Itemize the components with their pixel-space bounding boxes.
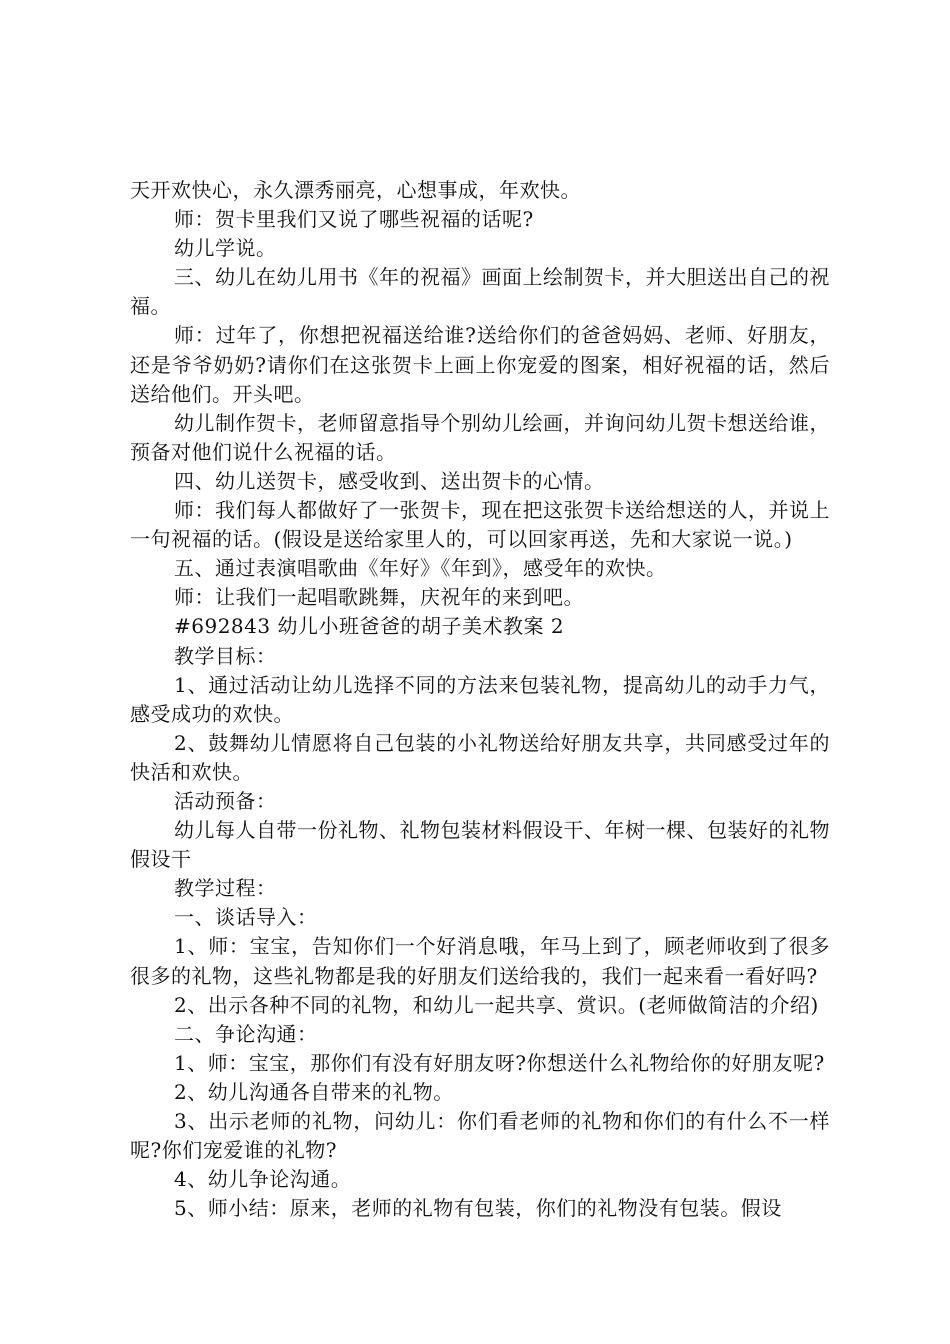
heading: 一、谈话导入：: [174, 905, 318, 930]
paragraph: 1、师：宝宝，那你们有没有好朋友呀?你想送什么礼物给你的好朋友呢?: [174, 1050, 825, 1075]
paragraph: 师：让我们一起唱歌跳舞，庆祝年的来到吧。: [174, 585, 584, 610]
paragraph: 2、幼儿沟通各自带来的礼物。: [174, 1079, 454, 1104]
heading: 活动预备：: [174, 788, 277, 813]
paragraph: 幼儿学说。: [174, 236, 277, 261]
paragraph: 三、幼儿在幼儿用书《年的祝福》画面上绘制贺卡，并大胆送出自己的祝福。: [130, 265, 830, 319]
document-body: [130, 176, 830, 1223]
heading: 教学目标：: [174, 643, 277, 668]
paragraph: 4、幼儿争论沟通。: [174, 1167, 352, 1192]
section-title: #692843 幼儿小班爸爸的胡子美术教案 2: [174, 614, 565, 639]
paragraph: 2、鼓舞幼儿情愿将自己包装的小礼物送给好朋友共享，共同感受过年的快活和欢快。: [130, 730, 830, 784]
paragraph: 四、幼儿送贺卡，感受收到、送出贺卡的心情。: [174, 468, 605, 493]
paragraph: 1、通过活动让幼儿选择不同的方法来包装礼物，提高幼儿的动手力气，感受成功的欢快。: [130, 672, 830, 726]
paragraph: 幼儿每人自带一份礼物、礼物包装材料假设干、年树一棵、包装好的礼物假设干: [130, 818, 830, 872]
paragraph: 3、出示老师的礼物，问幼儿：你们看老师的礼物和你们的有什么不一样呢?你们宠爱谁的礼物?: [130, 1109, 830, 1163]
paragraph: 师：贺卡里我们又说了哪些祝福的话呢?: [174, 207, 534, 232]
paragraph: 5、师小结：原来，老师的礼物有包装，你们的礼物没有包装。假设: [174, 1196, 782, 1221]
paragraph: 2、出示各种不同的礼物，和幼儿一起共享、赏识。(老师做简洁的介绍): [174, 992, 819, 1017]
paragraph: 幼儿制作贺卡，老师留意指导个别幼儿绘画，并询问幼儿贺卡想送给谁，预备对他们说什么祝福的话。: [130, 410, 830, 464]
paragraph: 师：过年了，你想把祝福送给谁?送给你们的爸爸妈妈、老师、好朋友，还是爷爷奶奶?请你们在这张贺卡上画上你宠爱的图案，相好祝福的话，然后送给他们。开头吧。: [130, 323, 830, 406]
paragraph: 1、师：宝宝，告知你们一个好消息哦，年马上到了，顾老师收到了很多很多的礼物，这些礼物都是我的好朋友们送给我的，我们一起来看一看好吗?: [130, 934, 830, 988]
paragraph: 师：我们每人都做好了一张贺卡，现在把这张贺卡送给想送的人，并说上一句祝福的话。(假设是送给家里人的，可以回家再送，先和大家说一说。): [130, 498, 830, 552]
paragraph-continuation: 天开欢快心，永久漂秀丽亮，心想事成，年欢快。: [130, 178, 581, 202]
paragraph: 五、通过表演唱歌曲《年好》《年到》，感受年的欢快。: [174, 556, 667, 581]
heading: 教学过程：: [174, 876, 277, 901]
heading: 二、争论沟通：: [174, 1021, 318, 1046]
